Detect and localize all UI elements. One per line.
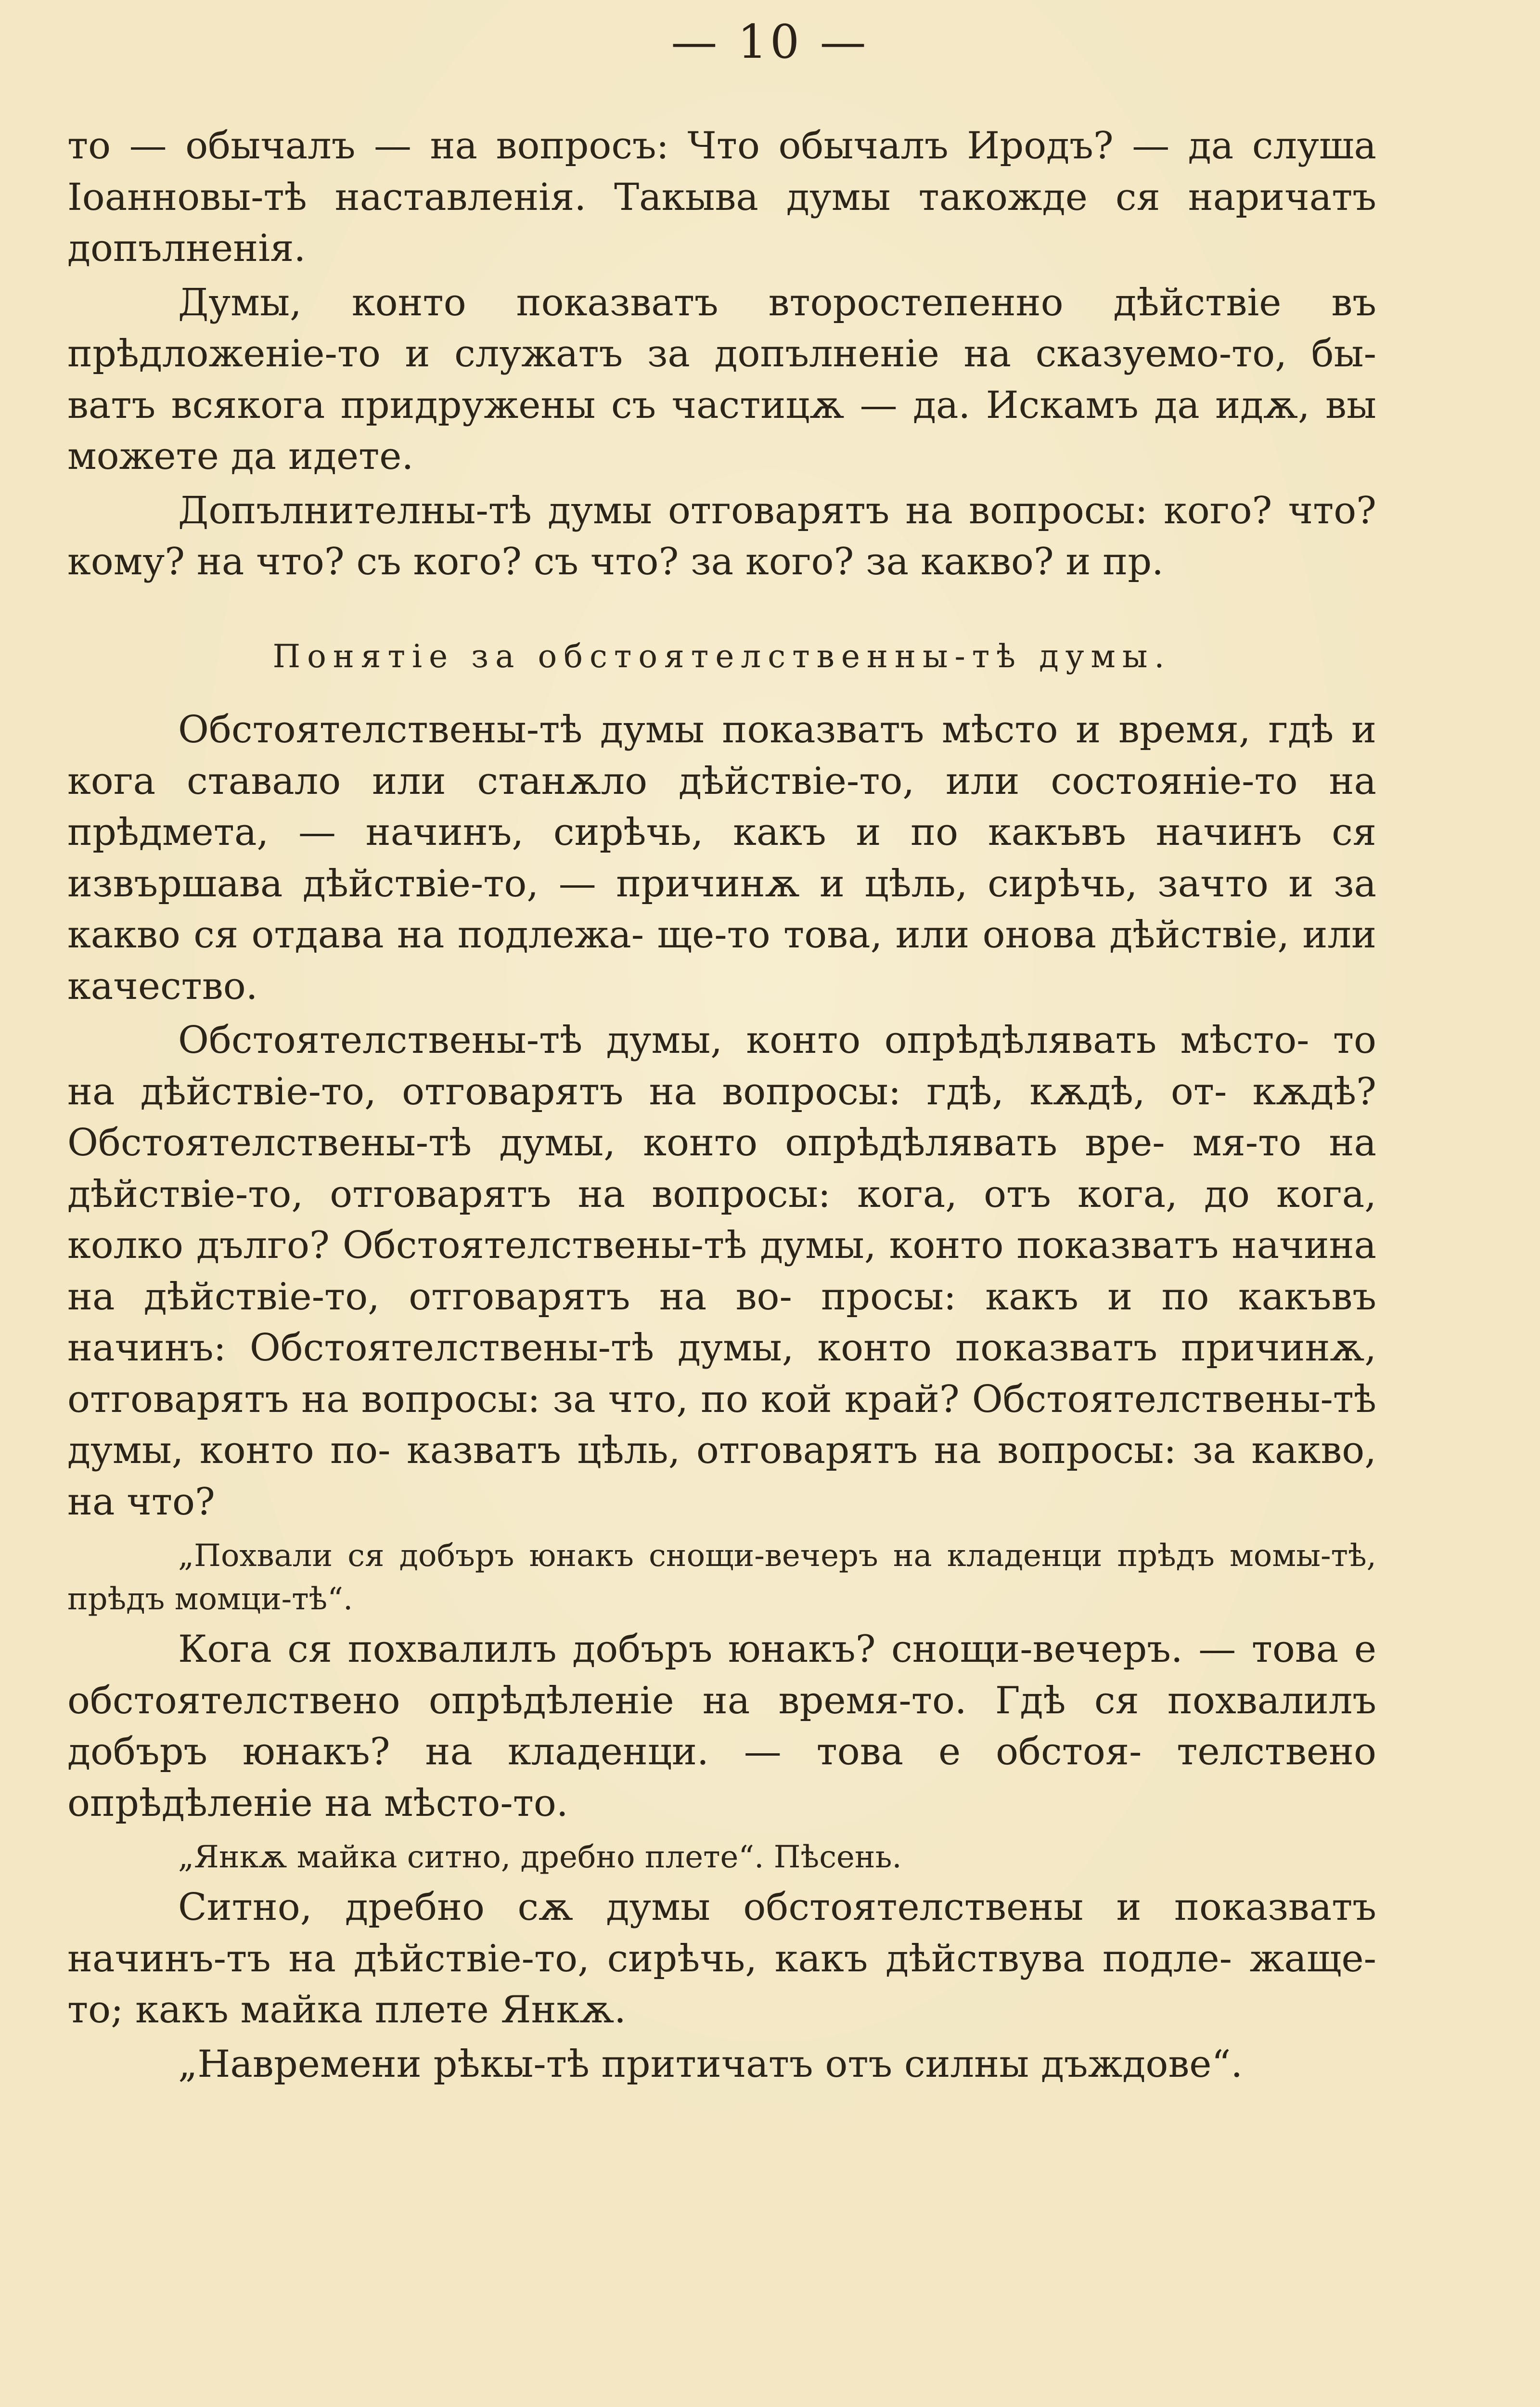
- paragraph-6: Кога ся похвалилъ добъръ юнакъ? снощи-вечеръ. — това е обстоятелствено опрѣдѣленіе на время-то. Гдѣ ся похвалилъ добъръ юнакъ? на кладенци. — това е обстоя- телствено опрѣдѣленіе на мѣсто-то.: [67, 1628, 1376, 1825]
- quote-1: „Похвали ся добъръ юнакъ снощи-вечеръ на кладенци прѣдъ момы-тѣ, прѣдъ момци-тѣ“.: [67, 1538, 1376, 1617]
- page-number: — 10 —: [671, 15, 869, 69]
- paragraph-7: Ситно, дребно сѫ думы обстоятелствены и показватъ начинъ-тъ на дѣйствіе-то, сирѣчь, какъ дѣйствува подле- жаще-то; какъ майка плете Янкѫ.: [67, 1886, 1376, 2032]
- paragraph-1: то — обычалъ — на вопросъ: Что обычалъ Иродъ? — да слуша Іоанновы-тѣ наставленія. Такыва думы такожде ся наричатъ допълненія.: [67, 124, 1376, 270]
- paragraph-5: Обстоятелствены-тѣ думы, конто опрѣдѣлявать мѣсто- то на дѣйствіе-то, отговарятъ на вопросы: гдѣ, кѫдѣ, от- кѫдѣ? Обстоятелствены-тѣ думы, конто опрѣдѣлявать вре- мя-то на дѣйствіе-то, отговарятъ на вопросы: кога, отъ кога, до кога, колко дълго? Обстоятелствены-тѣ думы, конто показватъ начина на дѣйствіе-то, отговарятъ на во- просы: какъ и по какъвъ начинъ: Обстоятелствены-тѣ думы, конто показватъ причинѫ, отговарятъ на вопросы: за что, по кой край? Обстоятелствены-тѣ думы, конто по- казватъ цѣль, отговарятъ на вопросы: за какво, на что?: [67, 1019, 1376, 1524]
- paragraph-2: Думы, конто показватъ второстепенно дѣйствіе въ прѣдложеніе-то и служатъ за допълненіе на сказуемо-то, бы- ватъ всякога придружены съ частицѫ — да. Искамъ да идѫ, вы можете да идете.: [67, 281, 1376, 478]
- quote-2: „Янкѫ майка ситно, дребно плете“. Пѣсень.: [178, 1839, 902, 1875]
- page-text: [67, 120, 1376, 2090]
- section-heading: Понятіе за обстоятелственны-тѣ думы.: [272, 637, 1171, 675]
- paragraph-4: Обстоятелствены-тѣ думы показватъ мѣсто и время, гдѣ и кога ставало или станѫло дѣйствіе-то, или состояніе-то на прѣдмета, — начинъ, сирѣчь, какъ и по какъвъ начинъ ся извършава дѣйствіе-то, — причинѫ и цѣль, сирѣчь, зачто и за какво ся отдава на подлежа- ще-то това, или онова дѣйствіе, или качество.: [67, 708, 1376, 1008]
- paragraph-3: Допълнителны-тѣ думы отговарятъ на вопросы: кого? что? кому? на что? съ кого? съ что? за кого? за какво? и пр.: [67, 489, 1376, 583]
- paragraph-8: „Навремени рѣкы-тѣ притичатъ отъ силны дъждове“.: [178, 2042, 1243, 2086]
